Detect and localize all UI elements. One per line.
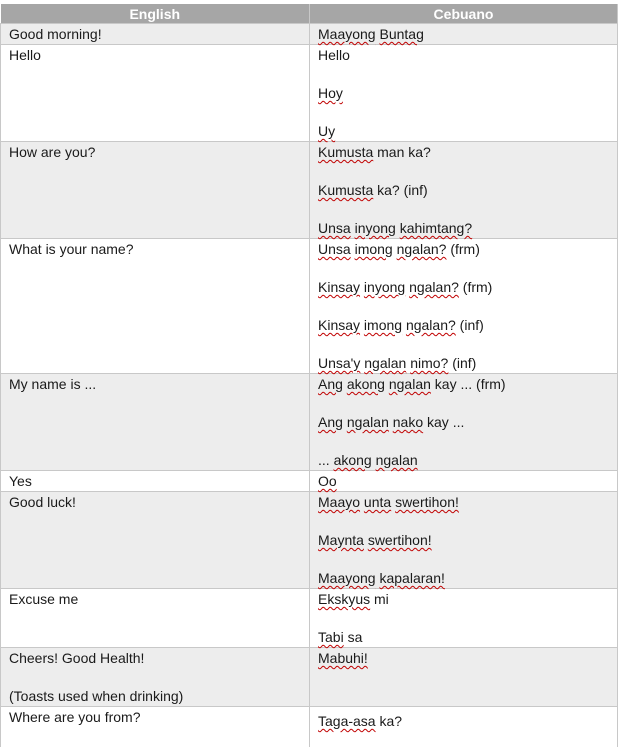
spellcheck-word: ngalan? (396, 241, 447, 257)
table-row (1, 239, 618, 374)
cebuano-phrase (318, 531, 617, 550)
spellcheck-word: imong (354, 241, 393, 257)
cebuano-phrase: Taga-asa ka? (318, 713, 403, 729)
cebuano-phrase (318, 122, 617, 141)
cebuano-phrase: Unsa'y ngalan nimo? (inf) (318, 355, 477, 371)
header-row (1, 4, 618, 24)
spellcheck-word: inyong (354, 220, 396, 236)
spellcheck-word: Buntag (379, 26, 424, 42)
english-cell (1, 648, 310, 707)
cebuano-phrase: Ang ngalan nako kay ... (318, 414, 465, 430)
cebuano-cell (310, 707, 618, 747)
spellcheck-word: ngalan (375, 452, 418, 468)
table-row (1, 142, 618, 239)
spellcheck-word: Kinsay (318, 317, 361, 333)
english-cell (1, 142, 310, 239)
cebuano-phrase (318, 493, 617, 512)
cebuano-phrase: Kumusta ka? (inf) (318, 182, 428, 198)
english-cell (1, 24, 310, 45)
spellcheck-word: akong (346, 376, 385, 392)
cebuano-phrase: Kumusta man ka? (318, 144, 431, 160)
table-row (1, 648, 618, 707)
spellcheck-word: Unsa'y (318, 355, 361, 371)
spellcheck-word: Maayo (318, 494, 361, 510)
spellcheck-word: Kumusta (318, 144, 374, 160)
table-row (1, 374, 618, 471)
spellcheck-word: ngalan? (409, 279, 459, 295)
english-phrase: Excuse me (9, 591, 79, 607)
english-phrase: Good morning! (9, 26, 102, 42)
phrase-table (0, 4, 618, 747)
english-phrase: How are you? (9, 144, 96, 160)
spellcheck-word: Ang (318, 376, 343, 392)
english-cell (1, 45, 310, 142)
spellcheck-word: inyong (363, 279, 406, 295)
spellcheck-word: kapalaran! (379, 570, 445, 586)
english-phrase: Cheers! Good Health! (9, 650, 145, 666)
cebuano-phrase: Kinsay imong ngalan? (inf) (318, 317, 484, 333)
spellcheck-word: Oo (318, 473, 337, 489)
cebuano-cell (310, 24, 618, 45)
cebuano-phrase: Ekskyus mi (318, 591, 389, 607)
spellcheck-word: Maynta (318, 532, 364, 548)
cebuano-phrase (318, 84, 617, 103)
cebuano-cell (310, 492, 618, 589)
spellcheck-word: ngalan (388, 376, 431, 392)
cebuano-phrase (318, 219, 617, 238)
column-header-cebuano: Cebuano (310, 4, 618, 24)
table-row (1, 471, 618, 492)
spellcheck-word: Kumusta (318, 182, 374, 198)
cebuano-cell (310, 45, 618, 142)
english-cell (1, 492, 310, 589)
cebuano-cell (310, 374, 618, 471)
spellcheck-word: swertihon! (367, 532, 432, 548)
cebuano-cell (310, 648, 618, 707)
table-row (1, 707, 618, 747)
table-row (1, 492, 618, 589)
spellcheck-word: Mabuhi! (318, 650, 368, 666)
spellcheck-word: ngalan (346, 414, 389, 430)
english-phrase: What is your name? (9, 241, 134, 257)
english-phrase: Hello (9, 47, 41, 63)
column-header-english: English (1, 4, 310, 24)
english-phrase: Good luck! (9, 494, 76, 510)
spellcheck-word: unta (363, 494, 392, 510)
cebuano-phrase (318, 649, 617, 668)
spellcheck-word: ngalan? (405, 317, 456, 333)
cebuano-phrase (318, 25, 617, 44)
spellcheck-word: nimo? (410, 355, 449, 371)
spellcheck-word: Taga-asa (318, 713, 376, 729)
spellcheck-word: Ang (318, 414, 343, 430)
english-cell (1, 471, 310, 492)
cebuano-phrase: Hello (318, 47, 350, 63)
spellcheck-word: Uy (318, 123, 336, 139)
cebuano-phrase: Tabi sa (318, 629, 363, 645)
cebuano-cell (310, 239, 618, 374)
cebuano-phrase: Unsa imong ngalan? (frm) (318, 241, 480, 257)
spellcheck-word: Maayong (318, 570, 376, 586)
english-cell (1, 707, 310, 747)
cebuano-cell (310, 471, 618, 492)
spellcheck-word: Maayong (318, 26, 376, 42)
cebuano-phrase: ... akong ngalan (318, 452, 418, 468)
english-phrase: Yes (9, 473, 32, 489)
spellcheck-word: Unsa (318, 241, 351, 257)
spellcheck-word: swertihon! (395, 494, 459, 510)
english-phrase: My name is ... (9, 376, 97, 392)
spellcheck-word: Tabi (318, 629, 344, 645)
cebuano-phrase: Kinsay inyong ngalan? (frm) (318, 279, 493, 295)
english-cell (1, 589, 310, 648)
cebuano-cell (310, 589, 618, 648)
cebuano-cell (310, 142, 618, 239)
english-cell (1, 374, 310, 471)
spellcheck-word: imong (363, 317, 403, 333)
spellcheck-word: Kinsay (318, 279, 361, 295)
english-cell (1, 239, 310, 374)
english-phrase: Where are you from? (9, 709, 141, 725)
spellcheck-word: ngalan (364, 355, 407, 371)
spellcheck-word: kahimtang? (399, 220, 473, 236)
spellcheck-word: akong (333, 452, 372, 468)
table-row (1, 45, 618, 142)
table-row (1, 589, 618, 648)
table-row (1, 24, 618, 45)
english-phrase: (Toasts used when drinking) (9, 688, 184, 704)
spellcheck-word: Hoy (318, 85, 343, 101)
cebuano-phrase (318, 472, 617, 491)
cebuano-phrase: Ang akong ngalan kay ... (frm) (318, 376, 506, 392)
spellcheck-word: Ekskyus (318, 591, 371, 607)
cebuano-phrase (318, 569, 617, 588)
spellcheck-word: nako (392, 414, 424, 430)
spellcheck-word: Unsa (318, 220, 351, 236)
